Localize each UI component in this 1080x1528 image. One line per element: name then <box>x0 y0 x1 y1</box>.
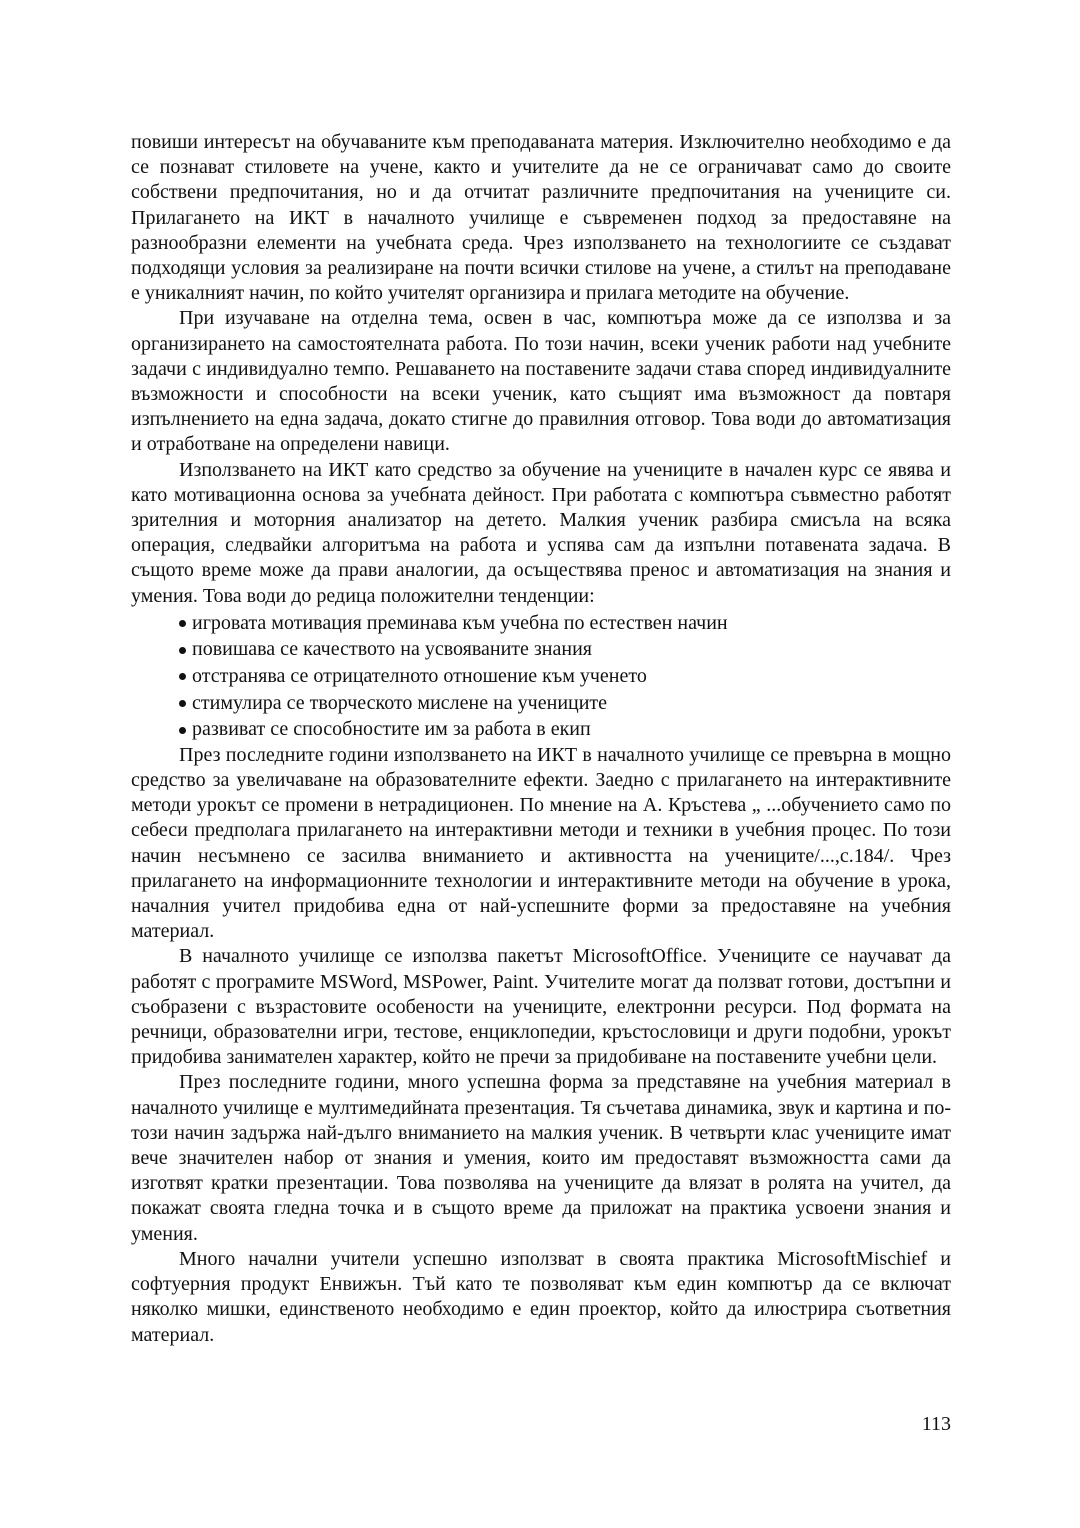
list-item-text: игровата мотивация преминава към учебна по естествен начин <box>192 611 728 634</box>
bullet-list <box>131 610 951 743</box>
list-item-text: стимулира се творческото мислене на учениците <box>192 691 608 714</box>
list-item <box>179 716 951 743</box>
paragraph: През последните години, много успешна форма за представяне на учебния материал в началното училище е мултимедийната презентация. Тя съчетава динамика, звук и картина и по-този начин задържа най-дълго вниманието на малкия ученик. В четвърти клас учениците имат вече значителен набор от знания и умения, които им предоставят възможността сами да изготвят кратки презентации. Това позволява на учениците да влязат в ролята на учител, да покажат своята гледна точка и в същото време да приложат на практика усвоени знания и умения. <box>131 1071 951 1245</box>
list-item <box>179 610 951 637</box>
list-item-text: повишава се качеството на усвояваните знания <box>192 638 592 661</box>
list-item <box>179 663 951 690</box>
bullet-icon <box>179 620 186 627</box>
paragraph: Използването на ИКТ като средство за обучение на учениците в начален курс се явява и като мотивационна основа за учебната дейност. При работата с компютъра съвместно работят зрителния и моторния анализатор на детето. Малкия ученик разбира смисъла на всяка операция, следвайки алгоритъма на работа и успява сам да изпълни потавената задача. В същото време може да прави аналогии, да осъществява пренос и автоматизация на знания и умения. Това води до редица положителни тенденции: <box>131 458 951 607</box>
page-number: 113 <box>921 1413 951 1435</box>
document-page <box>131 130 951 1348</box>
paragraph: През последните години използването на ИКТ в началното училище се превърна в мощно средство за увеличаване на образователните ефекти. Заедно с прилагането на интерактивните методи урокът се промени в нетрадиционен. По мнение на А. Кръстева „ ...обучението само по себеси предполага прилагането на интерактивни методи и техники в учебния процес. По този начин несъмнено се засилва вниманието и активността на учениците/...,с.184/. Чрез прилагането на информационните технологии и интерактивните методи на обучение в урока, началния учител придобива една от най-успешните форми за предоставяне на учебния материал. <box>131 743 951 943</box>
bullet-icon <box>179 673 186 680</box>
list-item <box>179 690 951 717</box>
paragraph: Много начални учители успешно използват в своята практика MicrosoftMischief и софтуерния продукт Енвижън. Тъй като те позволяват към един компютър да се включат няколко мишки, единственото необходимо е един проектор, който да илюстрира съответния материал. <box>131 1247 951 1346</box>
list-item-text: отстранява се отрицателното отношение към ученето <box>192 665 647 688</box>
paragraph: При изучаване на отделна тема, освен в час, компютъра може да се използва и за организирането на самостоятелната работа. По този начин, всеки ученик работи над учебните задачи с индивидуално темпо. Решаването на поставените задачи става според индивидуалните възможности и способности на всеки ученик, като същият има възможност да повтаря изпълнението на една задача, докато стигне до правилния отговор. Това води до автоматизация и отработване на определени навици. <box>131 307 951 456</box>
bullet-icon <box>179 727 186 734</box>
bullet-icon <box>179 700 186 707</box>
bullet-icon <box>179 647 186 654</box>
paragraph: В началното училище се използва пакетът MicrosoftOffice. Учениците се научават да работят с програмите MSWord, MSPower, Paint. Учителите могат да ползват готови, достъпни и съобразени с възрастовите особености на учениците, електронни ресурси. Под формата на речници, образователни игри, тестове, енциклопедии, кръстословици и други подобни, урокът придобива занимателен характер, който не пречи за придобиване на поставените учебни цели. <box>131 945 951 1069</box>
list-item <box>179 636 951 663</box>
list-item-text: развиват се способностите им за работа в екип <box>192 718 591 741</box>
paragraph-continuation: повиши интересът на обучаваните към преподаваната материя. Изключително необходимо е да се познават стиловете на учене, както и учителите да не се ограничават само до своите собствени предпочитания, но и да отчитат различните предпочитания на учениците си. Прилагането на ИКТ в началното училище е съвременен подход за предоставяне на разнообразни елементи на учебната среда. Чрез използването на технологиите се създават подходящи условия за реализиране на почти всички стилове на учене, а стилът на преподаване е уникалният начин, по който учителят организира и прилага методите на обучение. <box>131 131 951 305</box>
